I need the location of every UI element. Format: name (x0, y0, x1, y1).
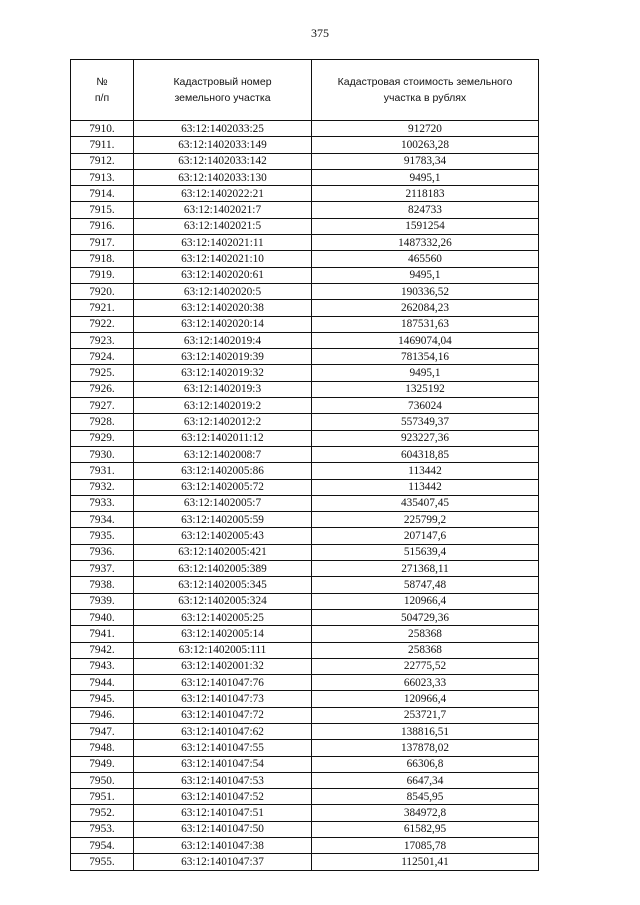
cell-number: 7931. (71, 463, 134, 479)
table-row (71, 398, 539, 414)
cell-cadastral-number: 63:12:1402005:389 (134, 561, 312, 577)
cell-cadastral-number: 63:12:1402021:10 (134, 251, 312, 267)
cell-cadastral-value: 58747,48 (312, 577, 539, 593)
table-row (71, 626, 539, 642)
cell-cadastral-value: 9495,1 (312, 365, 539, 381)
table-row (71, 691, 539, 707)
table-row (71, 153, 539, 169)
cell-cadastral-value: 9495,1 (312, 169, 539, 185)
cell-cadastral-number: 63:12:1402005:345 (134, 577, 312, 593)
table-row (71, 593, 539, 609)
table-row (71, 235, 539, 251)
cell-number: 7917. (71, 235, 134, 251)
cell-cadastral-value: 912720 (312, 121, 539, 137)
cell-cadastral-number: 63:12:1401047:72 (134, 707, 312, 723)
cell-number: 7949. (71, 756, 134, 772)
table-row (71, 528, 539, 544)
cell-cadastral-value: 435407,45 (312, 495, 539, 511)
table-row (71, 756, 539, 772)
cell-cadastral-value: 515639,4 (312, 544, 539, 560)
table-row (71, 740, 539, 756)
cell-cadastral-value: 258368 (312, 626, 539, 642)
cell-number: 7916. (71, 218, 134, 234)
cell-cadastral-value: 112501,41 (312, 854, 539, 870)
table-row (71, 805, 539, 821)
cell-cadastral-number: 63:12:1402021:7 (134, 202, 312, 218)
cell-number: 7925. (71, 365, 134, 381)
cell-cadastral-number: 63:12:1402019:2 (134, 398, 312, 414)
cell-cadastral-value: 6647,34 (312, 772, 539, 788)
cell-number: 7921. (71, 300, 134, 316)
cell-cadastral-number: 63:12:1401047:37 (134, 854, 312, 870)
cell-number: 7940. (71, 609, 134, 625)
cell-cadastral-value: 120966,4 (312, 691, 539, 707)
cell-cadastral-number: 63:12:1402033:142 (134, 153, 312, 169)
cell-number: 7941. (71, 626, 134, 642)
header-number: № п/п (71, 60, 134, 121)
cell-number: 7951. (71, 789, 134, 805)
cell-cadastral-number: 63:12:1402021:5 (134, 218, 312, 234)
cell-cadastral-value: 262084,23 (312, 300, 539, 316)
cell-cadastral-value: 8545,95 (312, 789, 539, 805)
cell-cadastral-number: 63:12:1401047:50 (134, 821, 312, 837)
cell-cadastral-value: 17085,78 (312, 838, 539, 854)
table-row (71, 821, 539, 837)
cell-number: 7945. (71, 691, 134, 707)
cell-cadastral-number: 63:12:1401047:52 (134, 789, 312, 805)
cell-cadastral-number: 63:12:1402033:130 (134, 169, 312, 185)
table-row (71, 251, 539, 267)
table-row (71, 300, 539, 316)
cell-cadastral-number: 63:12:1401047:73 (134, 691, 312, 707)
cell-number: 7924. (71, 349, 134, 365)
cell-cadastral-value: 1469074,04 (312, 332, 539, 348)
cell-cadastral-value: 557349,37 (312, 414, 539, 430)
cell-cadastral-number: 63:12:1402011:12 (134, 430, 312, 446)
cell-number: 7942. (71, 642, 134, 658)
cell-cadastral-number: 63:12:1402019:32 (134, 365, 312, 381)
cell-cadastral-number: 63:12:1402005:86 (134, 463, 312, 479)
cell-cadastral-number: 63:12:1401047:54 (134, 756, 312, 772)
cell-number: 7947. (71, 723, 134, 739)
table-row (71, 723, 539, 739)
cell-cadastral-value: 137878,02 (312, 740, 539, 756)
cell-number: 7926. (71, 381, 134, 397)
cell-cadastral-number: 63:12:1402019:4 (134, 332, 312, 348)
table-row (71, 577, 539, 593)
table-row (71, 772, 539, 788)
cell-cadastral-value: 1325192 (312, 381, 539, 397)
table-row (71, 838, 539, 854)
table-row (71, 202, 539, 218)
table-row (71, 283, 539, 299)
cell-cadastral-number: 63:12:1402005:59 (134, 512, 312, 528)
cell-number: 7955. (71, 854, 134, 870)
cell-cadastral-number: 63:12:1402008:7 (134, 446, 312, 462)
cell-number: 7914. (71, 186, 134, 202)
cell-number: 7915. (71, 202, 134, 218)
table-row (71, 365, 539, 381)
table-row (71, 675, 539, 691)
cell-cadastral-value: 1487332,26 (312, 235, 539, 251)
cell-cadastral-number: 63:12:1402005:14 (134, 626, 312, 642)
cell-cadastral-number: 63:12:1402020:5 (134, 283, 312, 299)
table-row (71, 349, 539, 365)
cell-number: 7923. (71, 332, 134, 348)
cell-cadastral-number: 63:12:1402021:11 (134, 235, 312, 251)
cell-cadastral-value: 66023,33 (312, 675, 539, 691)
cell-cadastral-number: 63:12:1402020:14 (134, 316, 312, 332)
cell-cadastral-value: 604318,85 (312, 446, 539, 462)
table-row (71, 854, 539, 870)
cell-cadastral-value: 100263,28 (312, 137, 539, 153)
cell-number: 7929. (71, 430, 134, 446)
cell-cadastral-number: 63:12:1401047:55 (134, 740, 312, 756)
page-number: 375 (311, 26, 329, 40)
cell-number: 7944. (71, 675, 134, 691)
cell-cadastral-value: 465560 (312, 251, 539, 267)
cell-number: 7913. (71, 169, 134, 185)
table-row (71, 316, 539, 332)
table-row (71, 218, 539, 234)
cell-cadastral-number: 63:12:1402020:38 (134, 300, 312, 316)
header-cadastral-number: Кадастровый номер земельного участка (134, 60, 312, 121)
cell-cadastral-value: 113442 (312, 479, 539, 495)
cell-cadastral-value: 258368 (312, 642, 539, 658)
cell-cadastral-number: 63:12:1402005:421 (134, 544, 312, 560)
cell-cadastral-value: 384972,8 (312, 805, 539, 821)
table-row (71, 561, 539, 577)
table-row (71, 658, 539, 674)
table-row (71, 463, 539, 479)
cell-number: 7952. (71, 805, 134, 821)
cell-cadastral-value: 22775,52 (312, 658, 539, 674)
cell-number: 7948. (71, 740, 134, 756)
cell-cadastral-value: 120966,4 (312, 593, 539, 609)
cell-number: 7950. (71, 772, 134, 788)
table-row (71, 186, 539, 202)
cell-cadastral-number: 63:12:1402012:2 (134, 414, 312, 430)
cell-number: 7934. (71, 512, 134, 528)
cell-number: 7919. (71, 267, 134, 283)
cell-cadastral-value: 190336,52 (312, 283, 539, 299)
table-row (71, 479, 539, 495)
cell-cadastral-value: 187531,63 (312, 316, 539, 332)
cell-cadastral-number: 63:12:1402005:111 (134, 642, 312, 658)
cell-cadastral-number: 63:12:1402033:25 (134, 121, 312, 137)
table-row (71, 789, 539, 805)
cell-cadastral-number: 63:12:1402033:149 (134, 137, 312, 153)
table-row (71, 332, 539, 348)
cell-number: 7922. (71, 316, 134, 332)
cell-cadastral-number: 63:12:1402005:72 (134, 479, 312, 495)
cell-number: 7927. (71, 398, 134, 414)
table-row (71, 267, 539, 283)
cell-cadastral-number: 63:12:1402022:21 (134, 186, 312, 202)
cell-number: 7954. (71, 838, 134, 854)
cell-cadastral-value: 1591254 (312, 218, 539, 234)
table-row (71, 544, 539, 560)
cell-number: 7953. (71, 821, 134, 837)
cell-cadastral-number: 63:12:1402005:7 (134, 495, 312, 511)
cell-cadastral-number: 63:12:1401047:53 (134, 772, 312, 788)
cell-cadastral-value: 923227,36 (312, 430, 539, 446)
table-row (71, 137, 539, 153)
cell-number: 7928. (71, 414, 134, 430)
cell-number: 7912. (71, 153, 134, 169)
cell-number: 7920. (71, 283, 134, 299)
cell-cadastral-number: 63:12:1402005:25 (134, 609, 312, 625)
table-row (71, 495, 539, 511)
cell-cadastral-value: 91783,34 (312, 153, 539, 169)
cadastral-table (70, 59, 539, 871)
cell-number: 7911. (71, 137, 134, 153)
cell-number: 7910. (71, 121, 134, 137)
table-row (71, 609, 539, 625)
cell-number: 7932. (71, 479, 134, 495)
cell-cadastral-number: 63:12:1402019:39 (134, 349, 312, 365)
cell-number: 7918. (71, 251, 134, 267)
cell-cadastral-value: 2118183 (312, 186, 539, 202)
table-row (71, 430, 539, 446)
table-row (71, 169, 539, 185)
cell-cadastral-number: 63:12:1402020:61 (134, 267, 312, 283)
cell-cadastral-value: 66306,8 (312, 756, 539, 772)
cell-cadastral-value: 253721,7 (312, 707, 539, 723)
cell-cadastral-value: 9495,1 (312, 267, 539, 283)
table-body (71, 121, 539, 871)
cell-cadastral-value: 736024 (312, 398, 539, 414)
cell-number: 7936. (71, 544, 134, 560)
table-row (71, 121, 539, 137)
cell-cadastral-value: 781354,16 (312, 349, 539, 365)
table-header-row (71, 60, 539, 121)
cell-number: 7939. (71, 593, 134, 609)
cell-number: 7933. (71, 495, 134, 511)
table-row (71, 512, 539, 528)
cell-number: 7946. (71, 707, 134, 723)
cell-cadastral-number: 63:12:1402005:324 (134, 593, 312, 609)
cell-number: 7930. (71, 446, 134, 462)
cell-number: 7935. (71, 528, 134, 544)
table-row (71, 707, 539, 723)
cell-cadastral-number: 63:12:1401047:76 (134, 675, 312, 691)
cell-cadastral-value: 207147,6 (312, 528, 539, 544)
cell-cadastral-value: 138816,51 (312, 723, 539, 739)
cell-cadastral-number: 63:12:1402001:32 (134, 658, 312, 674)
cell-cadastral-number: 63:12:1401047:38 (134, 838, 312, 854)
cell-cadastral-value: 824733 (312, 202, 539, 218)
table-row (71, 446, 539, 462)
cell-cadastral-number: 63:12:1401047:51 (134, 805, 312, 821)
cell-cadastral-value: 61582,95 (312, 821, 539, 837)
cell-cadastral-value: 504729,36 (312, 609, 539, 625)
cell-cadastral-value: 113442 (312, 463, 539, 479)
table-row (71, 642, 539, 658)
cell-cadastral-number: 63:12:1401047:62 (134, 723, 312, 739)
cell-cadastral-value: 225799,2 (312, 512, 539, 528)
table-row (71, 381, 539, 397)
cell-cadastral-value: 271368,11 (312, 561, 539, 577)
cell-cadastral-number: 63:12:1402019:3 (134, 381, 312, 397)
cell-number: 7938. (71, 577, 134, 593)
cell-cadastral-number: 63:12:1402005:43 (134, 528, 312, 544)
cell-number: 7937. (71, 561, 134, 577)
cell-number: 7943. (71, 658, 134, 674)
header-cadastral-value: Кадастровая стоимость земельного участка в рублях (312, 60, 539, 121)
table-row (71, 414, 539, 430)
